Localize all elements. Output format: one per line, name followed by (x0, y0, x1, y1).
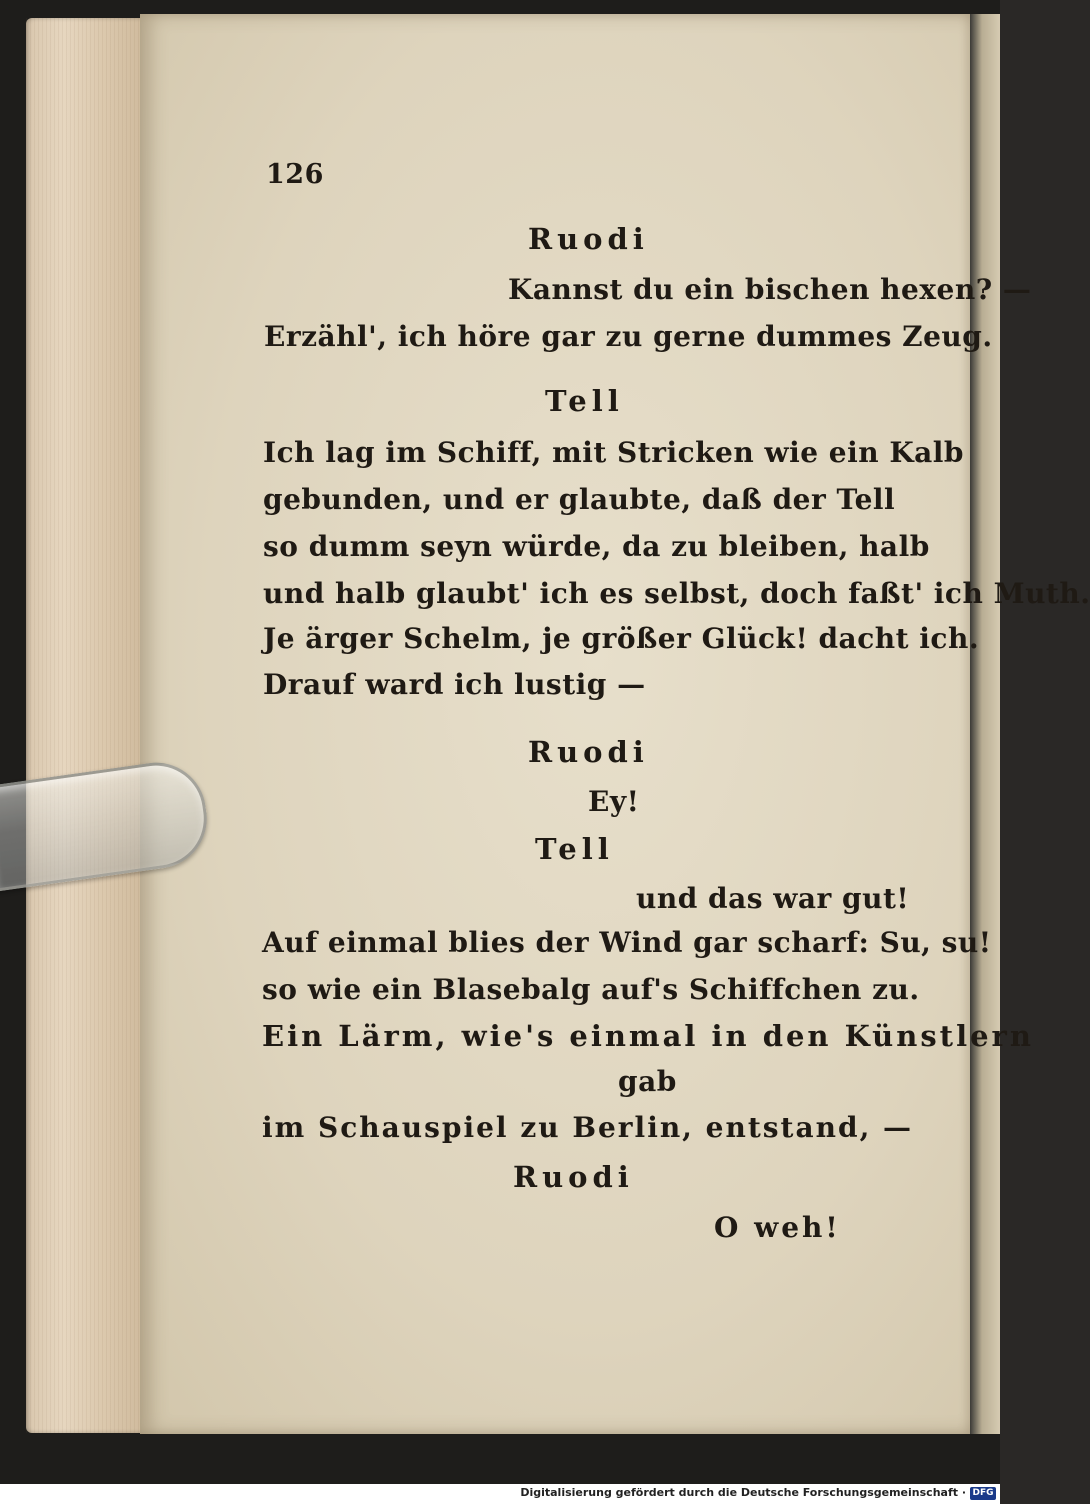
speaker-name: Tell (535, 832, 614, 866)
dfg-logo-icon: DFG (970, 1487, 996, 1500)
verse-line: Drauf ward ich lustig — (263, 668, 646, 701)
verse-line: im Schauspiel zu Berlin, entstand, — (262, 1111, 914, 1144)
page-number: 126 (266, 159, 324, 190)
verse-line: und halb glaubt' ich es selbst, doch faßt' ich Muth. (263, 577, 1090, 610)
verse-line: Ey! (588, 785, 640, 818)
verse-line: Auf einmal blies der Wind gar scharf: Su, su! (262, 926, 992, 959)
verse-line: gab (618, 1065, 677, 1098)
verse-line: Kannst du ein bischen hexen? — (508, 273, 1032, 306)
verse-line: und das war gut! (636, 882, 910, 915)
speaker-name: Ruodi (528, 222, 649, 256)
speaker-name: Ruodi (528, 735, 649, 769)
speaker-name: Tell (545, 384, 624, 418)
verse-line: so dumm seyn würde, da zu bleiben, halb (263, 530, 930, 563)
verse-line: O weh! (714, 1211, 841, 1244)
verse-line: so wie ein Blasebalg auf's Schiffchen zu. (262, 973, 920, 1006)
speaker-name: Ruodi (513, 1160, 634, 1194)
verse-line: Ich lag im Schiff, mit Stricken wie ein Kalb (263, 436, 965, 469)
verse-line: gebunden, und er glaubte, daß der Tell (263, 483, 896, 516)
footer-credit: Digitalisierung gefördert durch die Deutsche Forschungsgemeinschaft · (520, 1486, 966, 1499)
verse-line: Erzähl', ich höre gar zu gerne dummes Zeug. (264, 320, 993, 353)
footer-bar (0, 1484, 1000, 1504)
verse-line: Ein Lärm, wie's einmal in den Künstlern (262, 1019, 1034, 1053)
verse-line: Je ärger Schelm, je größer Glück! dacht ich. (263, 622, 980, 655)
